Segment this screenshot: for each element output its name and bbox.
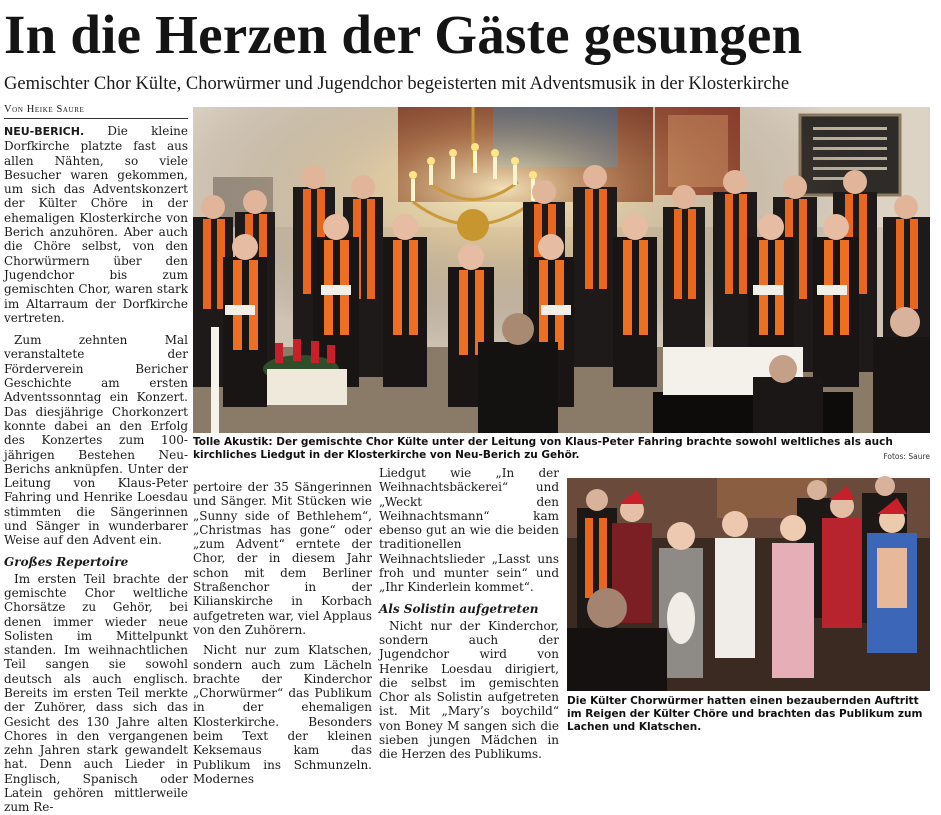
children-photo-illustration xyxy=(567,478,930,691)
article-column-1 xyxy=(4,124,188,815)
paragraph-6: Liedgut wie „In der Weihnachtsbäckerei“ und „Weckt den Weihnachtsmann“ kam ebenso gut an wie die beiden traditionellen Weihnachtslieder „Lasst uns froh und munter sein“ und „Ihr Kinderlein kommet“. xyxy=(379,466,559,595)
paragraph-7: Nicht nur der Kinderchor, sondern auch der Jugendchor wird von Henrike Loesdau dirigiert, die selbst im gemischten Chor als Solistin aufgetreten ist. Mit „Mary’s boychild“ von Boney M sangen sich die sieben jungen Mädchen in die Herzen des Publikums. xyxy=(379,618,559,762)
photo-choir xyxy=(193,107,930,433)
subheading-repertoire: Großes Repertoire xyxy=(4,554,129,569)
paragraph-3: Im ersten Teil brachte der gemischte Chor weltliche Chorsätze zu Gehör, bei denen immer wieder neue Solisten im Mittelpunkt standen. Im weihnachtlichen Teil sangen sie sowohl deutsch als auch englisch. Bereits im ersten Teil merkte der Zuhörer, dass sich das Gesicht des 130 Jahre alten Chores in den vergangenen zehn Jahren stark gewandelt hat. Denn auch Lieder in Englisch, Spanisch oder Latein gehören mittlerweile zum Re- xyxy=(4,571,188,815)
subheading-solistin: Als Solistin aufgetreten xyxy=(379,601,539,616)
dateline: NEU-BERICH. xyxy=(4,125,85,138)
subheadline: Gemischter Chor Külte, Chorwürmer und Jugendchor begeisterten mit Adventsmusik in der Klosterkirche xyxy=(4,74,790,94)
article-column-3 xyxy=(379,466,559,762)
article-column-2 xyxy=(193,480,372,786)
paragraph-2: Zum zehnten Mal veranstaltete der Förderverein Bericher Geschichte am ersten Adventssonntag ein Konzert. Das diesjährige Chorkonzert konnte dabei an den Erfolg des Konzertes zum 100-jährigen Bestehen Neu-Berichs anknüpfen. Unter der Leitung von Klaus-Peter Fahring und Henrike Loesdau stimmten die Sängerinnen und Sänger in wunderbarer Weise auf den Advent ein. xyxy=(4,333,188,548)
choir-photo-illustration xyxy=(193,107,930,433)
paragraph-5: Nicht nur zum Klatschen, sondern auch zum Lächeln brachte der Kinderchor „Chorwürmer“ das Publikum in der ehemaligen Klosterkirche. Besonders beim Text der kleinen Keksemaus kam das Publikum ins Schmunzeln. Modernes xyxy=(193,643,372,786)
photo-choir-caption: Tolle Akustik: Der gemischte Chor Külte unter der Leitung von Klaus-Peter Fahring brachte sowohl weltliches als auch kirchliches Liedgut in der Klosterkirche von Neu-Berich zu Gehör. xyxy=(193,436,893,461)
headline: In die Herzen der Gäste gesungen xyxy=(4,4,803,65)
paragraph-4: pertoire der 35 Sängerinnen und Sänger. Mit Stücken wie „Sunny side of Bethlehem“, „Christmas has gone“ oder „zum Advent“ erntete der Chor, der in diesem Jahr schon mit dem Berliner Straßenchor in der Kilianskirche in Korbach aufgetreten war, viel Applaus von den Zuhörern. xyxy=(193,480,372,637)
paragraph-1: NEU-BERICH. Die kleine Dorfkirche platzte fast aus allen Nähten, so viele Besucher waren gekommen, um sich das Adventskonzert der Külter Chöre in der ehemaligen Klosterkirche von Berich anzuhören. Aber auch die Chöre selbst, von den Chorwürmern über den Jugendchor bis zum gemischten Chor, waren stark im Altarraum der Dorfkirche vertreten. xyxy=(4,124,188,325)
author-byline: Von Heike Saure xyxy=(4,103,188,119)
photo-children-choir xyxy=(567,478,930,691)
photo-credit: Fotos: Saure xyxy=(883,452,930,461)
photo-children-caption: Die Külter Chorwürmer hatten einen bezaubernden Auftritt im Reigen der Külter Chöre und brachten das Publikum zum Lachen und Klatschen. xyxy=(567,695,923,733)
